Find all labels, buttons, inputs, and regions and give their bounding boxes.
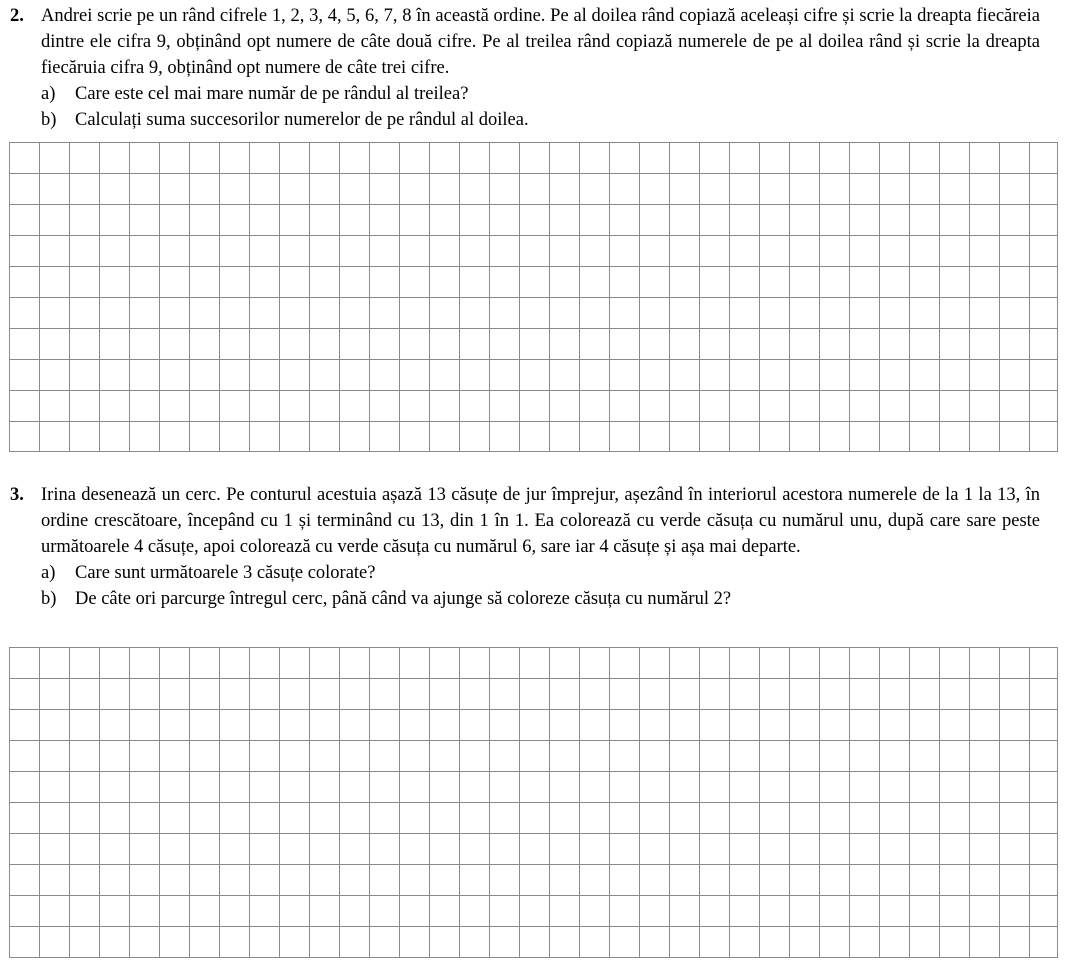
- answer-grid-problem-2[interactable]: [9, 142, 1058, 452]
- problem-3: [10, 482, 1040, 612]
- question-b: [41, 107, 1040, 133]
- problem-statement: Andrei scrie pe un rând cifrele 1, 2, 3, 4, 5, 6, 7, 8 în această ordine. Pe al doilea rând copiază aceleași cifre și scrie la dreapta fiecăreia dintre ele cifra 9, obținând opt numere de câte două cifre. Pe al treilea rând copiază numerele de pe al doilea rând și scrie la dreapta fiecăruia cifra 9, obținând opt numere de câte trei cifre.: [41, 6, 1040, 78]
- question-b: [41, 586, 1040, 612]
- question-label: a): [41, 563, 56, 583]
- question-text: Care sunt următoarele 3 căsuțe colorate?: [75, 563, 376, 583]
- problem-2: [10, 3, 1040, 133]
- question-text: De câte ori parcurge întregul cerc, până când va ajunge să coloreze căsuța cu numărul 2?: [75, 589, 732, 609]
- problem-number: 2.: [10, 6, 24, 26]
- question-label: b): [41, 589, 57, 609]
- question-label: a): [41, 84, 56, 104]
- problem-number: 3.: [10, 485, 24, 505]
- answer-grid-problem-3[interactable]: [9, 647, 1058, 958]
- question-label: b): [41, 110, 57, 130]
- question-a: [41, 81, 1040, 107]
- question-text: Calculați suma succesorilor numerelor de pe rândul al doilea.: [75, 110, 529, 130]
- problem-statement: Irina desenează un cerc. Pe conturul acestuia așază 13 căsuțe de jur împrejur, așezând în interiorul acestora numerele de la 1 la 13, în ordine crescătoare, începând cu 1 și terminând cu 13, din 1 în 1. Ea colorează cu verde căsuța cu numărul unu, după care sare peste următoarele 4 căsuțe, apoi colorează cu verde căsuța cu numărul 6, sare iar 4 căsuțe și așa mai departe.: [41, 485, 1040, 557]
- question-text: Care este cel mai mare număr de pe rândul al treilea?: [75, 84, 469, 104]
- question-a: [41, 560, 1040, 586]
